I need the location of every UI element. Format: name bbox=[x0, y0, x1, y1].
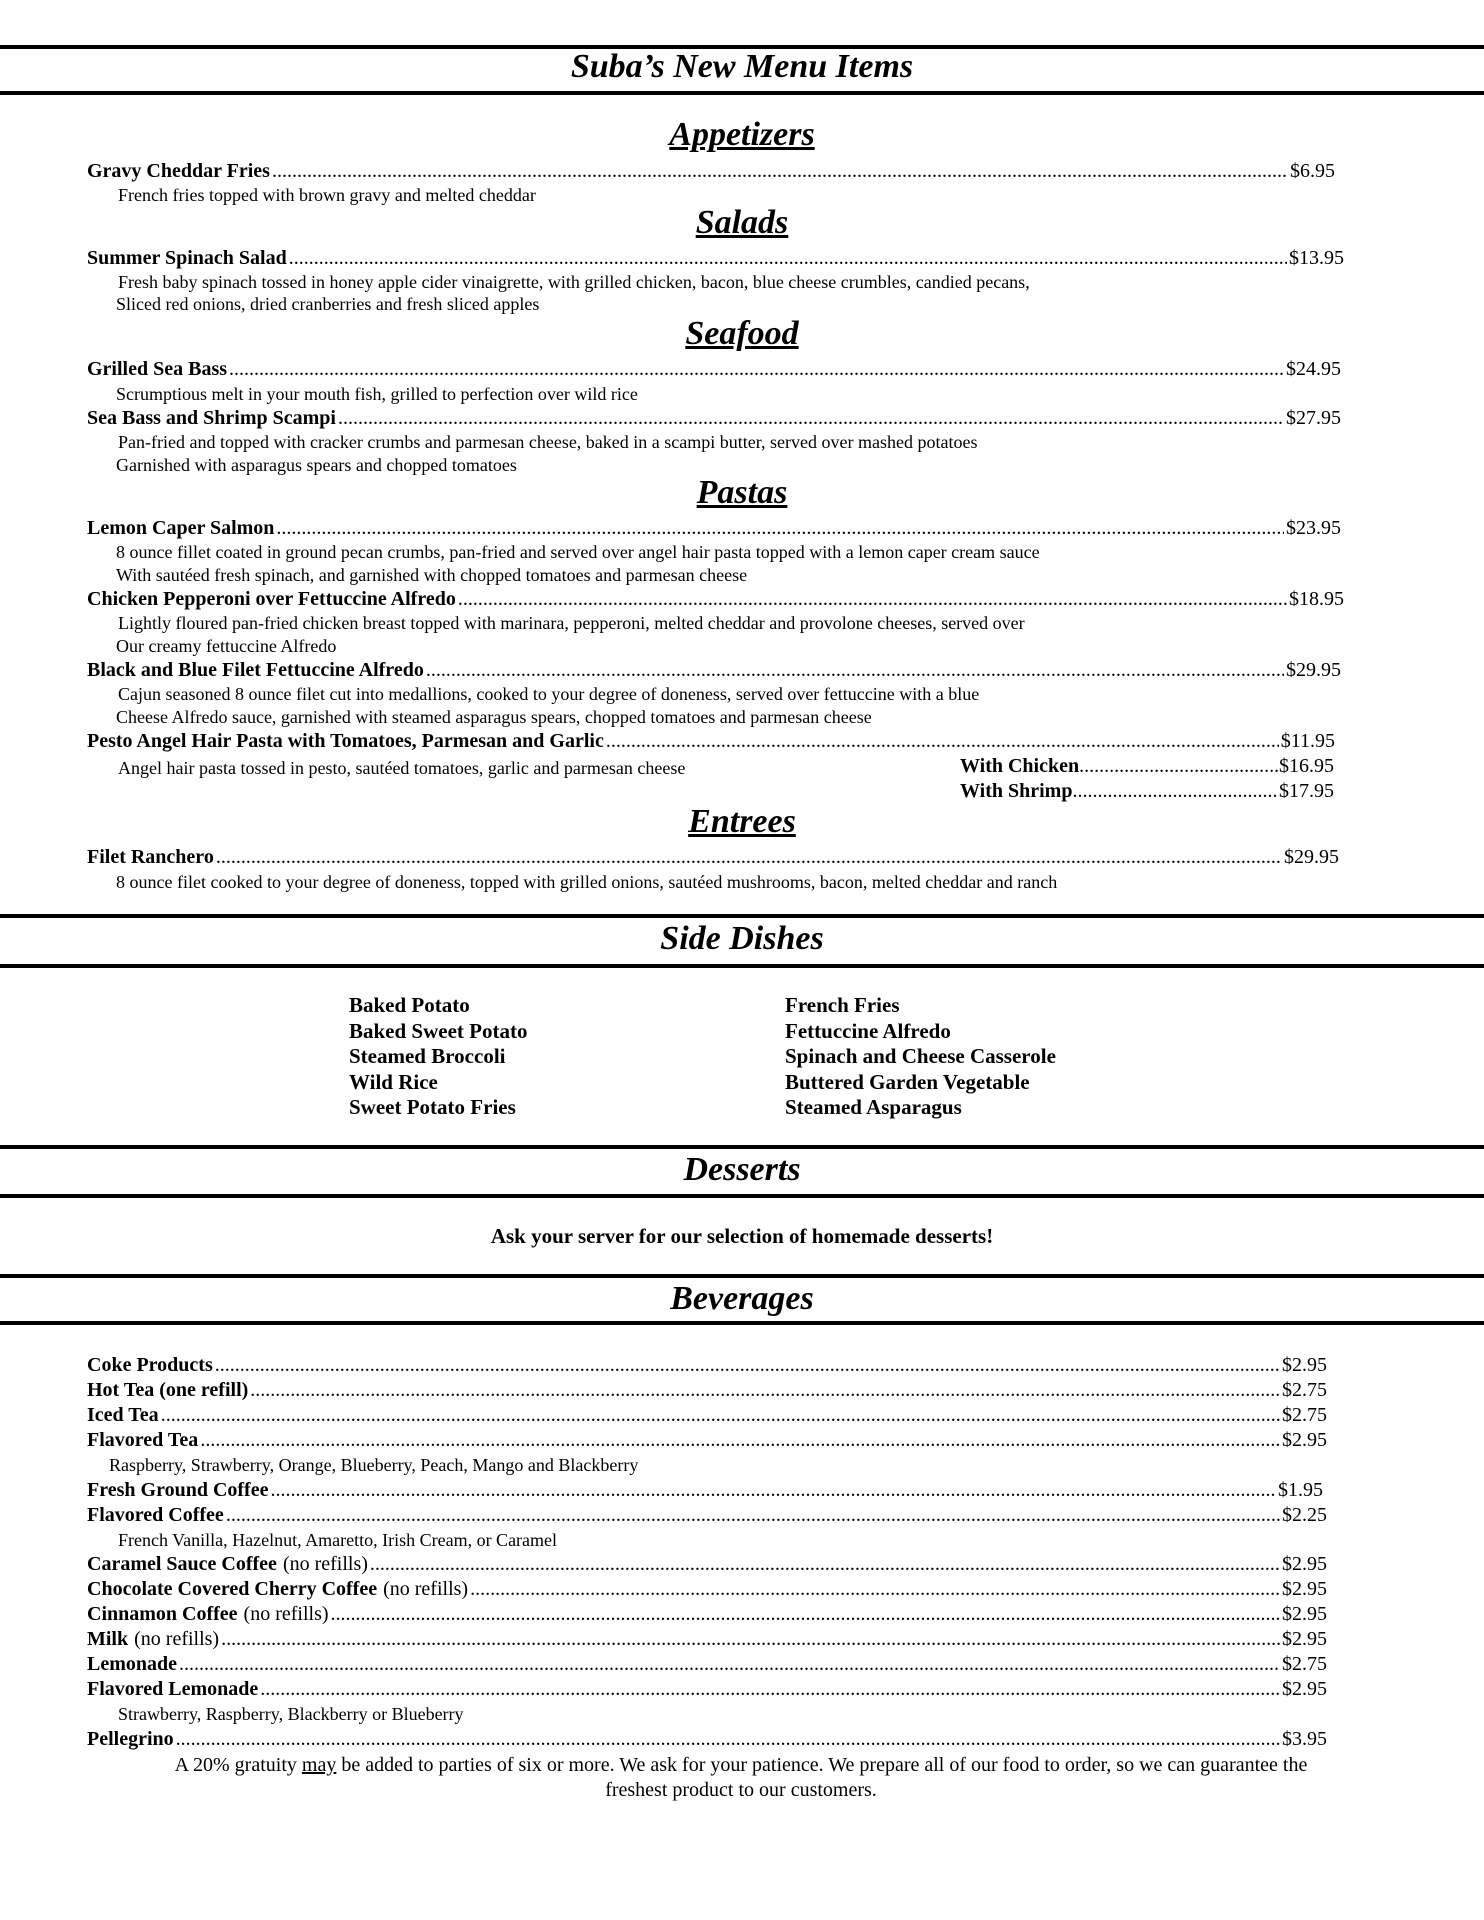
menu-option: With Shrimp ..... $17.95 bbox=[960, 780, 1334, 803]
beverage-item: Iced Tea ..... $2.75 bbox=[87, 1403, 1327, 1427]
side-dish: French Fries bbox=[785, 993, 900, 1017]
side-dish: Buttered Garden Vegetable bbox=[785, 1069, 1030, 1094]
beverage-item: Caramel Sauce Coffee (no refills) ..... $2.95 bbox=[87, 1552, 1327, 1576]
beverage-item: Flavored Coffee ..... $2.25 bbox=[87, 1503, 1327, 1527]
beverage-item: Fresh Ground Coffee ..... $1.95 bbox=[87, 1478, 1323, 1502]
side-dishes-right bbox=[785, 993, 1056, 1121]
item-description: Fresh baby spinach tossed in honey apple cider vinaigrette, with grilled chicken, bacon, blue cheese crumbles, candied pecans, bbox=[118, 272, 1030, 292]
side-dish: Baked Potato bbox=[349, 993, 470, 1017]
beverage-item: Milk (no refills) ..... $2.95 bbox=[87, 1627, 1327, 1651]
desserts-message: Ask your server for our selection of homemade desserts! bbox=[490, 1224, 994, 1248]
item-description: Angel hair pasta tossed in pesto, sautéed tomatoes, garlic and parmesan cheese bbox=[118, 758, 686, 778]
item-description: Lightly floured pan-fried chicken breast topped with marinara, pepperoni, melted cheddar and provolone cheeses, served over bbox=[118, 613, 1025, 633]
item-description: Sliced red onions, dried cranberries and fresh sliced apples bbox=[116, 294, 540, 314]
side-dishes-left bbox=[349, 993, 527, 1121]
beverage-item: Hot Tea (one refill) ..... $2.75 bbox=[87, 1378, 1327, 1402]
item-description: Raspberry, Strawberry, Orange, Blueberry, Peach, Mango and Blackberry bbox=[109, 1455, 639, 1475]
menu-item: Summer Spinach Salad ..... $13.95 bbox=[87, 246, 1344, 270]
side-dish: Wild Rice bbox=[349, 1069, 438, 1094]
beverage-item: Flavored Tea ..... $2.95 bbox=[87, 1428, 1327, 1452]
category-seafood: Seafood bbox=[685, 315, 799, 352]
side-dish: Baked Sweet Potato bbox=[349, 1018, 528, 1043]
menu-item: Lemon Caper Salmon ..... $23.95 bbox=[87, 516, 1341, 540]
side-dish: Spinach and Cheese Casserole bbox=[785, 1044, 1056, 1068]
category-entrees: Entrees bbox=[688, 803, 796, 840]
item-description: French Vanilla, Hazelnut, Amaretto, Irish Cream, or Caramel bbox=[118, 1530, 558, 1550]
category-appetizers: Appetizers bbox=[669, 116, 815, 153]
section-title-side-dishes: Side Dishes bbox=[660, 920, 824, 957]
item-description: Garnished with asparagus spears and chopped tomatoes bbox=[116, 455, 517, 475]
item-description: Cheese Alfredo sauce, garnished with steamed asparagus spears, chopped tomatoes and parmesan cheese bbox=[116, 707, 872, 727]
menu-item: Chicken Pepperoni over Fettuccine Alfredo ..... $18.95 bbox=[87, 587, 1344, 611]
beverage-item: Cinnamon Coffee (no refills) ..... $2.95 bbox=[87, 1602, 1327, 1626]
item-description: French fries topped with brown gravy and melted cheddar bbox=[118, 185, 536, 205]
item-description: Our creamy fettuccine Alfredo bbox=[116, 636, 337, 656]
category-salads: Salads bbox=[695, 204, 789, 241]
beverage-item: Lemonade ..... $2.75 bbox=[87, 1652, 1327, 1676]
menu-item: Pesto Angel Hair Pasta with Tomatoes, Parmesan and Garlic ..... $11.95 bbox=[87, 729, 1335, 753]
side-dish: Steamed Broccoli bbox=[349, 1044, 506, 1068]
divider bbox=[0, 1321, 1484, 1325]
menu-item: Black and Blue Filet Fettuccine Alfredo ..... $29.95 bbox=[87, 658, 1341, 682]
divider bbox=[0, 964, 1484, 968]
beverage-item: Pellegrino ..... $3.95 bbox=[87, 1727, 1327, 1751]
beverage-item: Flavored Lemonade ..... $2.95 bbox=[87, 1677, 1327, 1701]
category-pastas: Pastas bbox=[696, 474, 788, 511]
menu-item: Gravy Cheddar Fries ..... $6.95 bbox=[87, 159, 1335, 183]
side-dish: Fettuccine Alfredo bbox=[785, 1018, 951, 1043]
divider bbox=[0, 914, 1484, 918]
menu-option: With Chicken ..... $16.95 bbox=[960, 755, 1334, 778]
section-title-beverages: Beverages bbox=[670, 1280, 814, 1317]
item-description: 8 ounce fillet coated in ground pecan crumbs, pan-fried and served over angel hair pasta topped with a lemon caper cream sauce bbox=[116, 542, 1040, 562]
gratuity-notice: A 20% gratuity may be added to parties of six or more. We ask for your patience. We prepare all of our food to order, so we can guarantee the freshest product to our customers. bbox=[174, 1754, 1308, 1801]
item-description: 8 ounce filet cooked to your degree of doneness, topped with grilled onions, sautéed mushrooms, bacon, melted cheddar and ranch bbox=[116, 872, 1058, 892]
item-description: Strawberry, Raspberry, Blackberry or Blueberry bbox=[118, 1704, 464, 1724]
menu-item: Sea Bass and Shrimp Scampi ..... $27.95 bbox=[87, 406, 1341, 430]
divider bbox=[0, 91, 1484, 95]
page-title: Suba’s New Menu Items bbox=[570, 48, 914, 85]
side-dish: Sweet Potato Fries bbox=[349, 1095, 516, 1119]
item-description: With sautéed fresh spinach, and garnished with chopped tomatoes and parmesan cheese bbox=[116, 565, 748, 585]
menu-item: Grilled Sea Bass ..... $24.95 bbox=[87, 357, 1341, 381]
item-description: Scrumptious melt in your mouth fish, grilled to perfection over wild rice bbox=[116, 384, 638, 404]
beverage-item: Chocolate Covered Cherry Coffee (no refills) ..... $2.95 bbox=[87, 1577, 1327, 1601]
item-description: Cajun seasoned 8 ounce filet cut into medallions, cooked to your degree of doneness, served over fettuccine with a blue bbox=[118, 684, 980, 704]
divider bbox=[0, 1274, 1484, 1278]
divider bbox=[0, 1194, 1484, 1198]
menu-item: Filet Ranchero ..... $29.95 bbox=[87, 845, 1339, 869]
section-title-desserts: Desserts bbox=[683, 1151, 801, 1188]
side-dish: Steamed Asparagus bbox=[785, 1095, 962, 1119]
beverage-item: Coke Products ..... $2.95 bbox=[87, 1353, 1327, 1377]
item-description: Pan-fried and topped with cracker crumbs and parmesan cheese, baked in a scampi butter, served over mashed potatoes bbox=[118, 432, 978, 452]
divider bbox=[0, 1145, 1484, 1149]
